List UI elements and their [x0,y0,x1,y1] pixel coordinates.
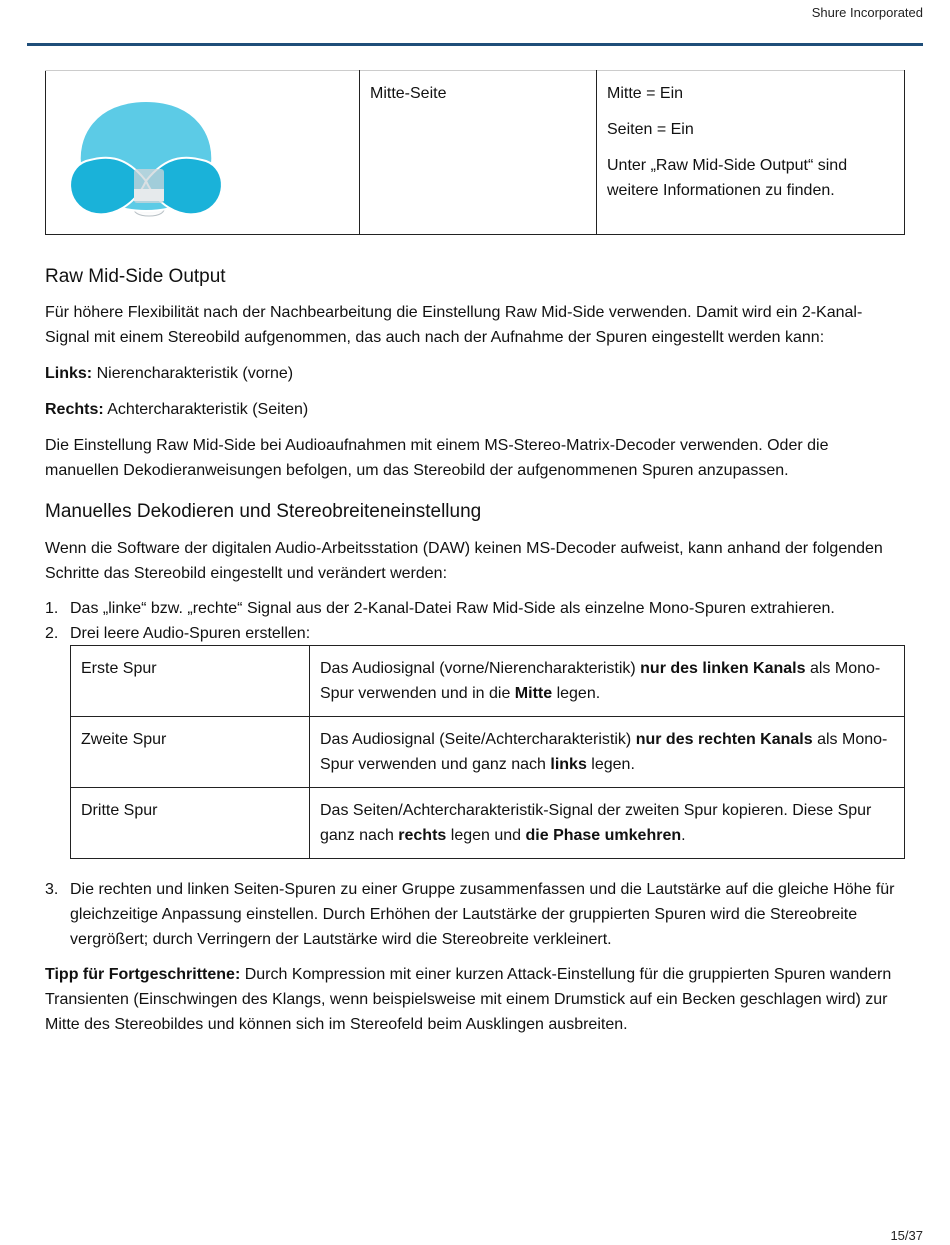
raw-left [45,361,905,386]
step-number: 1. [45,600,59,617]
tracks-table [70,645,905,859]
track-label: Dritte Spur [71,788,310,859]
advanced-tip [45,962,905,1037]
steps-list-continued [45,877,905,952]
left-text: Nierencharakteristik (vorne) [96,365,294,382]
right-text: Achtercharakteristik (Seiten) [107,401,309,418]
pattern-image-cell [46,71,360,235]
pattern-table [45,70,905,235]
track-label: Zweite Spur [71,717,310,788]
mid-side-polar-pattern-icon [46,81,246,226]
table-row [71,646,905,717]
step-number: 3. [45,881,59,898]
section-heading-raw: Raw Mid-Side Output [45,266,226,287]
page-number: 15/37 [890,1228,923,1243]
left-label: Links: [45,365,93,382]
header-rule [27,43,923,46]
tip-label: Tipp für Fortgeschrittene: [45,966,241,983]
steps-list [45,596,905,646]
tip-text: Durch Kompression mit einer kurzen Attack-Einstellung für die gruppierten Spuren wandern Transienten (Einschwingen des Klangs, wenn beispielsweise mit einem Drumstick auf ein Becken geschlagen wird) zur Mitte des Stereobildes und können sich im Stereofeld beim Ausklingen ausbreiten. [45,966,892,1033]
step-text: Drei leere Audio-Spuren erstellen: [70,625,311,642]
table-row [46,71,905,235]
table-row [71,788,905,859]
list-item [45,596,905,621]
pattern-mode-cell: Mitte-Seite [360,71,597,235]
pattern-settings-cell [597,71,905,235]
company-name: Shure Incorporated [811,5,923,20]
raw-note: Die Einstellung Raw Mid-Side bei Audioaufnahmen mit einem MS-Stereo-Matrix-Decoder verwenden. Oder die manuellen Dekodieranweisungen befolgen, um das Stereobild der aufgenommenen Spuren anzupassen. [45,437,829,479]
track-desc: Das Audiosignal (vorne/Nierencharakteristik) nur des linken Kanals als Mono-Spur verwenden und in die Mitte legen. [310,646,905,717]
section-heading-manual: Manuelles Dekodieren und Stereobreiteneinstellung [45,501,482,522]
track-label: Erste Spur [71,646,310,717]
track-desc: Das Audiosignal (Seite/Achtercharakteristik) nur des rechten Kanals als Mono-Spur verwenden und ganz nach links legen. [310,717,905,788]
list-item [45,621,905,646]
table-row [71,717,905,788]
setting-mid: Mitte = Ein [607,85,684,102]
raw-intro: Für höhere Flexibilität nach der Nachbearbeitung die Einstellung Raw Mid-Side verwenden. Damit wird ein 2-Kanal-Signal mit einem Stereobild aufgenommen, das auch nach der Aufnahme der Spuren eingestellt werden kann: [45,304,863,346]
list-item [45,877,905,952]
step-number: 2. [45,625,59,642]
step-text: Das „linke“ bzw. „rechte“ Signal aus der 2-Kanal-Datei Raw Mid-Side als einzelne Mono-Spuren extrahieren. [70,600,835,617]
setting-note: Unter „Raw Mid-Side Output“ sind weitere Informationen zu finden. [607,157,848,199]
manual-intro: Wenn die Software der digitalen Audio-Arbeitsstation (DAW) keinen MS-Decoder aufweist, kann anhand der folgenden Schritte das Stereobild eingestellt und verändert werden: [45,540,883,582]
right-label: Rechts: [45,401,104,418]
step-text: Die rechten und linken Seiten-Spuren zu einer Gruppe zusammenfassen und die Lautstärke auf die gleiche Höhe für gleichzeitige Anpassung einstellen. Durch Erhöhen der Lautstärke der gruppierten Spuren wird die Stereobreite vergrößert; durch Verringern der Lautstärke wird die Stereobreite verkleinert. [70,881,895,948]
setting-side: Seiten = Ein [607,121,694,138]
track-desc: Das Seiten/Achtercharakteristik-Signal der zweiten Spur kopieren. Diese Spur ganz nach rechts legen und die Phase umkehren. [310,788,905,859]
raw-right [45,397,905,422]
